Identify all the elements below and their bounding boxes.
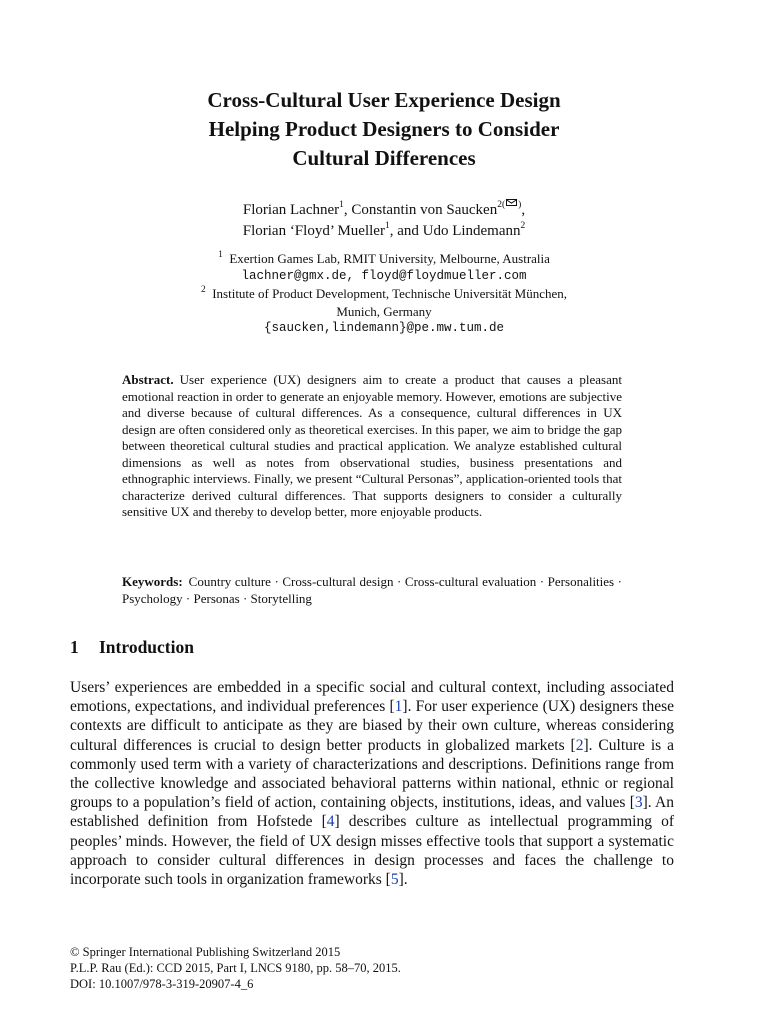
citation-link[interactable]: 3 bbox=[634, 794, 643, 812]
body-text: ]. An established definition from Hofstede [ bbox=[70, 794, 674, 831]
citation-link[interactable]: 2 bbox=[575, 736, 584, 754]
section-heading bbox=[70, 637, 194, 658]
author-name: Florian ‘Floyd’ Mueller bbox=[242, 223, 385, 239]
title-line: Helping Product Designers to Consider bbox=[208, 117, 560, 141]
section-title: Introduction bbox=[99, 637, 194, 657]
author-affiliation-mark bbox=[497, 200, 521, 210]
abstract-label: Abstract. bbox=[122, 372, 174, 387]
title-line: Cross-Cultural User Experience Design bbox=[207, 88, 561, 112]
affiliation-1-emails[interactable]: lachner@gmx.de, floyd@floydmueller.com bbox=[241, 268, 527, 283]
author-separator: , bbox=[521, 202, 526, 218]
affiliations bbox=[100, 250, 668, 338]
envelope-icon[interactable] bbox=[506, 199, 517, 206]
section-number: 1 bbox=[70, 637, 79, 657]
author-line-1 bbox=[100, 200, 668, 221]
keywords-text: Country culture · Cross-cultural design · Cross-cultural evaluation · Personalities · Psychology · Personas · Storytelling bbox=[122, 574, 622, 606]
affiliation-text: Institute of Product Development, Technische Universität München, bbox=[212, 286, 568, 301]
affiliation-2-city: Munich, Germany bbox=[336, 303, 432, 319]
author-line-2 bbox=[100, 221, 668, 242]
author-name: Constantin von Saucken bbox=[351, 202, 498, 218]
body-text: ]. bbox=[398, 871, 408, 889]
author-list bbox=[100, 200, 668, 242]
author-separator: , bbox=[343, 202, 352, 218]
body-text: ]. For user experience (UX) designers these contexts are difficult to anticipate as they are biased by their own culture, whereas considering cultural differences is crucial to design better products in globalized markets [ bbox=[70, 698, 674, 754]
author-affiliation-mark: 1 bbox=[339, 200, 344, 210]
abstract-text: User experience (UX) designers aim to create a product that causes a pleasant emotional reaction in order to generate an enjoyable memory. However, emotions are subjective and diverse because of cultural differences. As a consequence, cultural differences in UX design are often considered only as theoretical exercises. In this paper, we aim to bridge the gap between theoretical cultural studies and practical application. We analyze established cultural dimensions as well as notes from observational studies, business presentations and ethnographic interviews. Finally, we present “Cultural Personas”, application-oriented tools that characterize derived cultural differences. That supports designers to consider a culturally sensitive UX and thereby to develop better, more enjoyable products. bbox=[122, 372, 622, 519]
affiliation-mark: 1 bbox=[218, 249, 223, 260]
author-affiliation-mark: 2 bbox=[520, 221, 526, 231]
copyright-footer bbox=[70, 944, 401, 992]
footer-doi: DOI: 10.1007/978-3-319-20907-4_6 bbox=[70, 977, 254, 991]
abstract bbox=[122, 372, 622, 521]
author-separator: , and bbox=[389, 223, 423, 239]
title-line: Cultural Differences bbox=[292, 146, 476, 170]
citation-link[interactable]: 5 bbox=[390, 871, 399, 889]
author-affiliation-mark: 1 bbox=[384, 221, 390, 231]
body-text: Users’ experiences are embedded in a specific social and cultural context, including associated emotions, expectations, and individual preferences [ bbox=[70, 679, 674, 716]
author-affiliation-close: ) bbox=[518, 200, 522, 210]
affiliation-mark: 2 bbox=[200, 284, 206, 295]
affiliation-2-emails[interactable]: {saucken,lindemann}@pe.mw.tum.de bbox=[263, 321, 505, 335]
affiliation-1 bbox=[100, 250, 668, 268]
paper-title bbox=[100, 86, 668, 173]
affiliation-text: Exertion Games Lab, RMIT University, Melbourne, Australia bbox=[229, 251, 550, 266]
citation-link[interactable]: 1 bbox=[394, 698, 403, 716]
author-name: Florian Lachner bbox=[242, 202, 340, 218]
affiliation-2 bbox=[100, 285, 668, 303]
keywords bbox=[122, 574, 622, 607]
keywords-label: Keywords: bbox=[122, 574, 183, 589]
body-text: ] describes culture as intellectual programming of peoples’ minds. However, the field of UX design misses effective tools that support a systematic approach to consider cultural differences in design processes and faces the challenge to incorporate such tools in organization frameworks [ bbox=[70, 813, 674, 889]
body-text: ]. Culture is a commonly used term with a variety of characterizations and descriptions. Definitions range from the collective knowledge and associated behavioral patterns within national, ethnic or regional groups to a population’s field of action, containing objects, institutions, ideas, and values [ bbox=[70, 736, 674, 812]
author-affiliation-number: 2( bbox=[497, 200, 506, 210]
introduction-paragraph bbox=[70, 678, 674, 889]
citation-link[interactable]: 4 bbox=[326, 813, 335, 831]
footer-copyright: © Springer International Publishing Switzerland 2015 bbox=[70, 945, 341, 959]
footer-citation: P.L.P. Rau (Ed.): CCD 2015, Part I, LNCS 9180, pp. 58–70, 2015. bbox=[70, 961, 401, 975]
author-name: Udo Lindemann bbox=[422, 223, 521, 239]
